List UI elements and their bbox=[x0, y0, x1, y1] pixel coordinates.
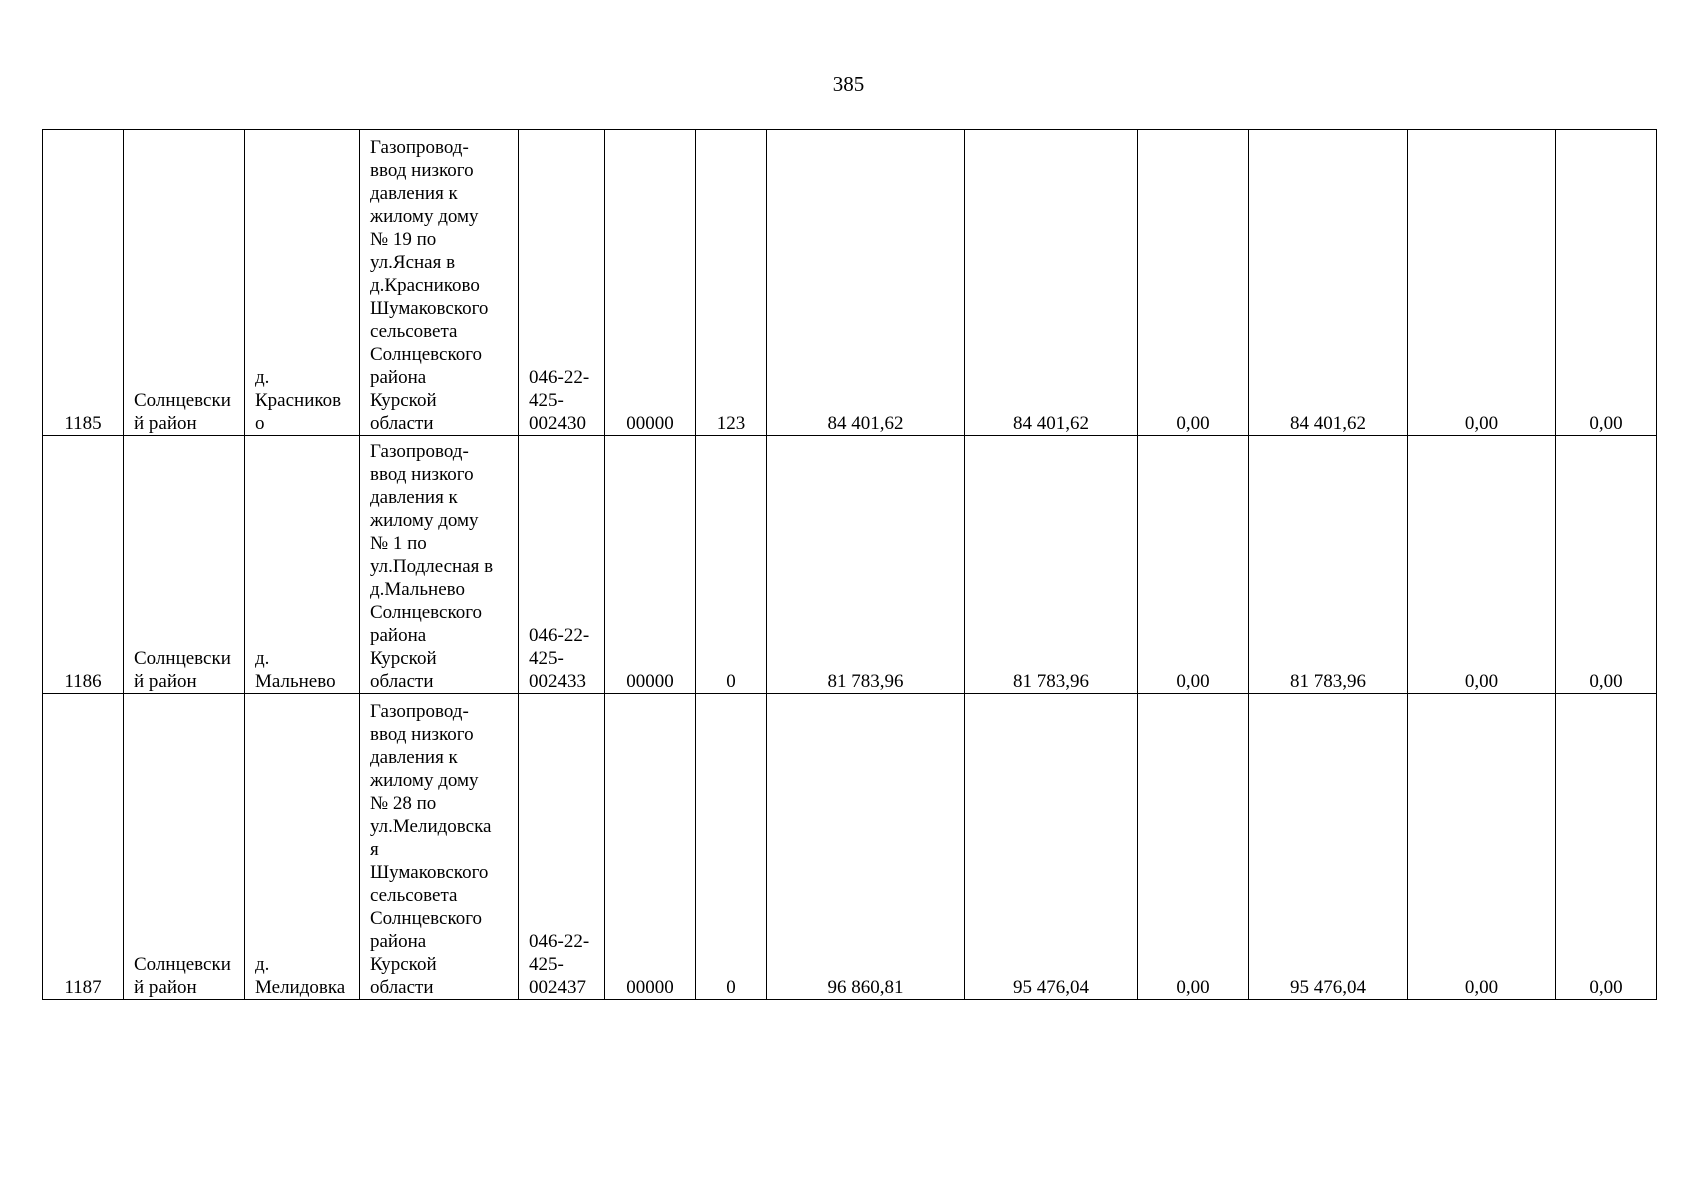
value3-cell: 0,00 bbox=[1138, 694, 1249, 1000]
registry-code-cell: 046-22- 425- 002433 bbox=[519, 436, 605, 694]
table-row bbox=[43, 694, 1657, 1000]
value2-cell: 81 783,96 bbox=[965, 436, 1138, 694]
value4-cell: 95 476,04 bbox=[1249, 694, 1408, 1000]
count-cell: 0 bbox=[696, 436, 767, 694]
value6-cell: 0,00 bbox=[1556, 130, 1657, 436]
locality-cell: д. Красниково bbox=[245, 130, 360, 436]
page-number: 385 bbox=[832, 72, 865, 96]
table-row bbox=[43, 436, 1657, 694]
code-cell: 00000 bbox=[605, 436, 696, 694]
value5-cell: 0,00 bbox=[1408, 130, 1556, 436]
value4-cell: 81 783,96 bbox=[1249, 436, 1408, 694]
code-cell: 00000 bbox=[605, 694, 696, 1000]
row-index: 1185 bbox=[43, 130, 124, 436]
value1-cell: 84 401,62 bbox=[767, 130, 965, 436]
table-row bbox=[43, 130, 1657, 436]
registry-code-cell: 046-22- 425- 002437 bbox=[519, 694, 605, 1000]
value4-cell: 84 401,62 bbox=[1249, 130, 1408, 436]
row-index: 1187 bbox=[43, 694, 124, 1000]
count-cell: 0 bbox=[696, 694, 767, 1000]
district-cell: Солнцевский район bbox=[124, 436, 245, 694]
row-index: 1186 bbox=[43, 436, 124, 694]
registry-code-cell: 046-22- 425- 002430 bbox=[519, 130, 605, 436]
locality-cell: д. Мелидовка bbox=[245, 694, 360, 1000]
district-cell: Солнцевский район bbox=[124, 694, 245, 1000]
district-cell: Солнцевский район bbox=[124, 130, 245, 436]
value3-cell: 0,00 bbox=[1138, 436, 1249, 694]
value6-cell: 0,00 bbox=[1556, 436, 1657, 694]
description-cell: Газопровод- ввод низкого давления к жилому дому № 1 по ул.Подлесная в д.Мальнево Солнцевского района Курской области bbox=[360, 436, 519, 694]
value5-cell: 0,00 bbox=[1408, 436, 1556, 694]
value2-cell: 95 476,04 bbox=[965, 694, 1138, 1000]
locality-cell: д. Мальнево bbox=[245, 436, 360, 694]
description-cell: Газопровод- ввод низкого давления к жилому дому № 19 по ул.Ясная в д.Красниково Шумаковского сельсовета Солнцевского района Курской области bbox=[360, 130, 519, 436]
value3-cell: 0,00 bbox=[1138, 130, 1249, 436]
value1-cell: 96 860,81 bbox=[767, 694, 965, 1000]
value6-cell: 0,00 bbox=[1556, 694, 1657, 1000]
value5-cell: 0,00 bbox=[1408, 694, 1556, 1000]
registry-table bbox=[42, 129, 1657, 1000]
value1-cell: 81 783,96 bbox=[767, 436, 965, 694]
value2-cell: 84 401,62 bbox=[965, 130, 1138, 436]
count-cell: 123 bbox=[696, 130, 767, 436]
code-cell: 00000 bbox=[605, 130, 696, 436]
description-cell: Газопровод- ввод низкого давления к жилому дому № 28 по ул.Мелидовска я Шумаковского сельсовета Солнцевского района Курской области bbox=[360, 694, 519, 1000]
